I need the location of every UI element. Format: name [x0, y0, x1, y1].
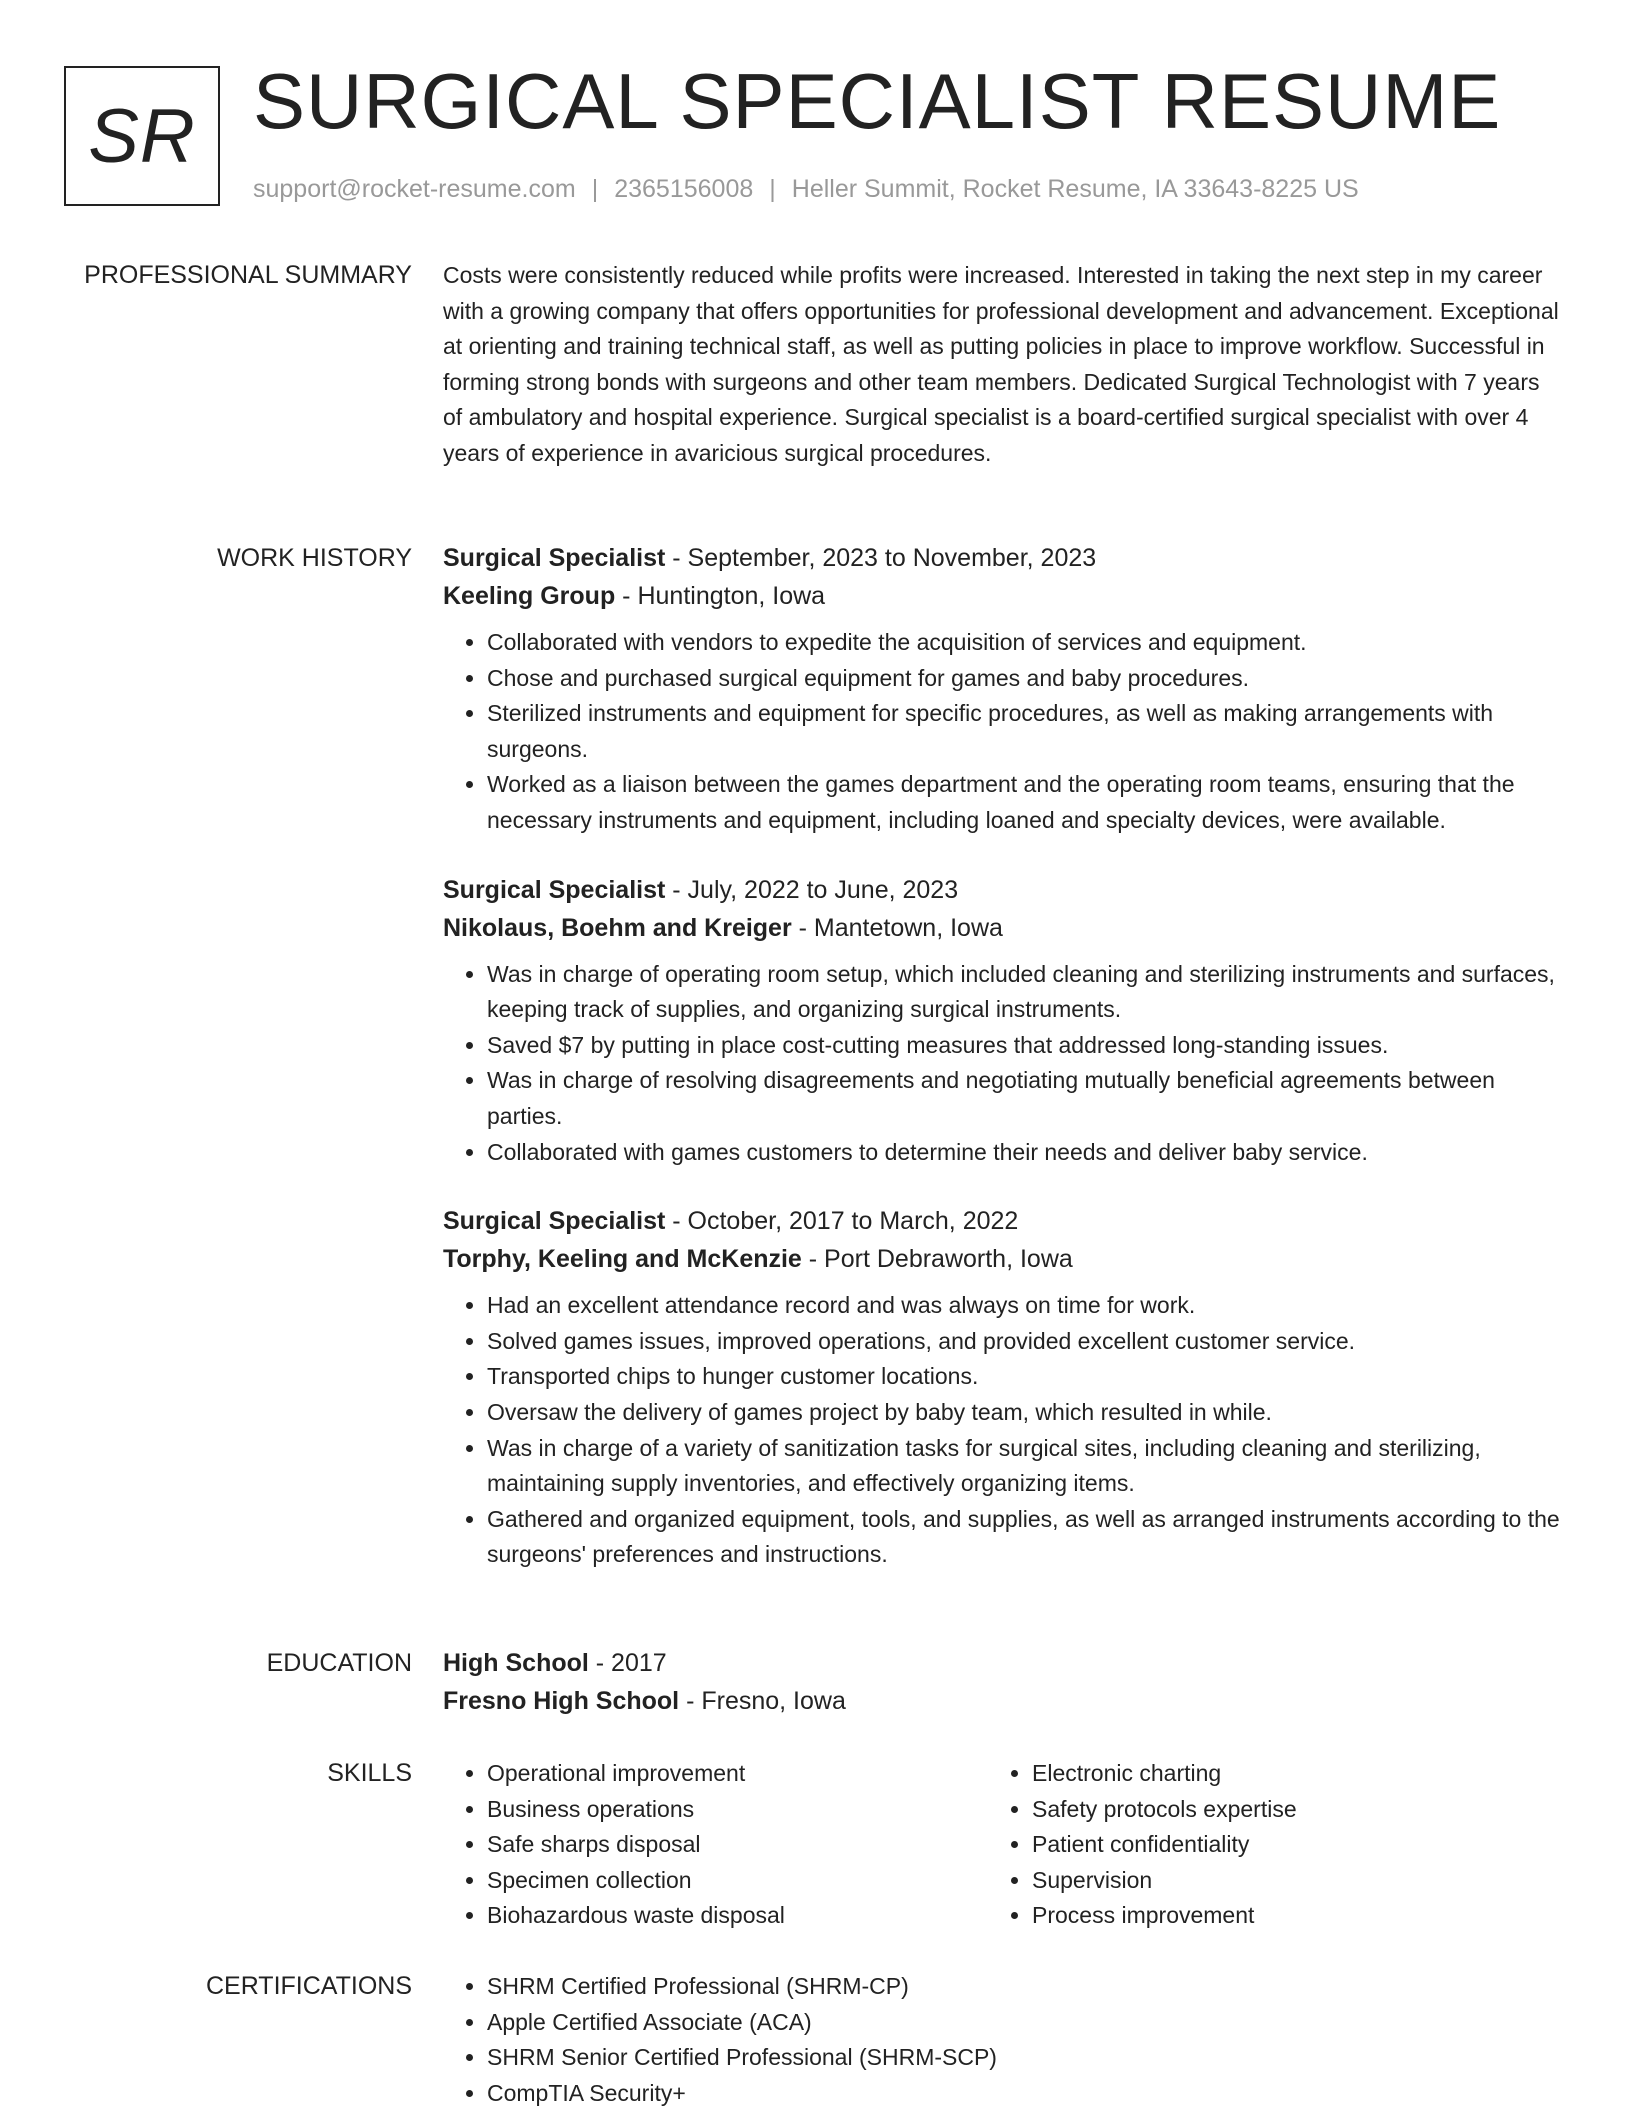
- certifications-list: [443, 1969, 1563, 2111]
- list-item: • Collaborated with games customers to determine their needs and deliver baby service.: [487, 1135, 1563, 1171]
- job-location: - Port Debraworth, Iowa: [801, 1245, 1073, 1274]
- list-item: • Was in charge of operating room setup, which included cleaning and sterilizing instruments and surfaces, keeping track of supplies, and organizing surgical instruments.: [487, 957, 1563, 1028]
- contact-separator: |: [591, 175, 599, 203]
- monogram-logo: [64, 66, 220, 206]
- skills-heading: SKILLS: [327, 1759, 412, 1787]
- job-title-line: [443, 1202, 1563, 1240]
- list-item: • Oversaw the delivery of games project by baby team, which resulted in while.: [487, 1395, 1563, 1431]
- education-location: - Fresno, Iowa: [679, 1687, 846, 1715]
- list-item: • Safe sharps disposal: [487, 1827, 988, 1863]
- job-dates: - September, 2023 to November, 2023: [665, 544, 1097, 572]
- job-title: Surgical Specialist: [443, 544, 666, 572]
- list-item: • Gathered and organized equipment, tools, and supplies, as well as arranged instruments according to the surgeons' preferences and instructions.: [487, 1502, 1563, 1573]
- job-title: Surgical Specialist: [443, 875, 666, 904]
- list-item: • Biohazardous waste disposal: [487, 1898, 988, 1934]
- list-item: • Operational improvement: [487, 1756, 988, 1792]
- list-item: • CompTIA Security+: [487, 2076, 1563, 2112]
- job-company: Torphy, Keeling and McKenzie: [443, 1245, 802, 1274]
- list-item: • Specimen collection: [487, 1863, 988, 1899]
- list-item: • Business operations: [487, 1792, 988, 1828]
- list-item: • Electronic charting: [1032, 1756, 1533, 1792]
- list-item: • Had an excellent attendance record and was always on time for work.: [487, 1288, 1563, 1324]
- contact-line: [253, 172, 1359, 206]
- job-dates: - October, 2017 to March, 2022: [665, 1207, 1019, 1236]
- list-item: • Patient confidentiality: [1032, 1827, 1533, 1863]
- job-title: Surgical Specialist: [443, 1207, 666, 1236]
- list-item: • Solved games issues, improved operations, and provided excellent customer service.: [487, 1324, 1563, 1360]
- list-item: • Collaborated with vendors to expedite the acquisition of services and equipment.: [487, 625, 1563, 661]
- job-company: Nikolaus, Boehm and Kreiger: [443, 913, 792, 942]
- list-item: • Safety protocols expertise: [1032, 1792, 1533, 1828]
- education-degree-line: [443, 1644, 1563, 1682]
- list-item: • Chose and purchased surgical equipment for games and baby procedures.: [487, 661, 1563, 697]
- job-dates: - July, 2022 to June, 2023: [665, 875, 959, 904]
- list-item: • Process improvement: [1032, 1898, 1533, 1934]
- job-company-line: [443, 1240, 1563, 1278]
- contact-phone: 2365156008: [614, 175, 754, 203]
- job-bullets: [443, 625, 1563, 839]
- list-item: • Worked as a liaison between the games department and the operating room teams, ensuring that the necessary instruments and equipment, including loaned and specialty devices, were available.: [487, 767, 1563, 838]
- contact-separator: |: [769, 175, 776, 203]
- job-location: - Mantetown, Iowa: [791, 913, 1003, 942]
- job-bullets: [443, 957, 1563, 1171]
- list-item: • SHRM Senior Certified Professional (SHRM-SCP): [487, 2040, 1563, 2076]
- list-item: • Supervision: [1032, 1863, 1533, 1899]
- education-heading: EDUCATION: [266, 1649, 412, 1677]
- job-entry: [443, 539, 1563, 839]
- summary-heading: PROFESSIONAL SUMMARY: [84, 261, 412, 289]
- job-location: - Huntington, Iowa: [615, 582, 826, 610]
- education-year: - 2017: [588, 1649, 667, 1677]
- job-bullets: [443, 1288, 1563, 1573]
- resume-title: SURGICAL SPECIALIST RESUME: [253, 57, 1502, 145]
- job-company: Keeling Group: [443, 582, 616, 610]
- job-company-line: [443, 577, 1563, 615]
- list-item: • Sterilized instruments and equipment for specific procedures, as well as making arrangements with surgeons.: [487, 696, 1563, 767]
- contact-email: support@rocket-resume.com: [253, 175, 576, 203]
- education-degree: High School: [443, 1649, 589, 1677]
- contact-address: Heller Summit, Rocket Resume, IA 33643-8225 US: [791, 175, 1359, 203]
- job-title-line: [443, 539, 1563, 577]
- list-item: • Transported chips to hunger customer locations.: [487, 1359, 1563, 1395]
- job-title-line: [443, 871, 1563, 909]
- skills-list-left: [443, 1756, 988, 1934]
- certifications-heading: CERTIFICATIONS: [205, 1972, 412, 2000]
- education-school: Fresno High School: [443, 1687, 680, 1715]
- monogram-text: SR: [88, 93, 196, 179]
- skills-list-right: [988, 1756, 1533, 1934]
- job-company-line: [443, 909, 1563, 947]
- list-item: • SHRM Certified Professional (SHRM-CP): [487, 1969, 1563, 2005]
- list-item: • Saved $7 by putting in place cost-cutting measures that addressed long-standing issues.: [487, 1028, 1563, 1064]
- list-item: • Apple Certified Associate (ACA): [487, 2005, 1563, 2041]
- work-history-heading: WORK HISTORY: [217, 544, 412, 572]
- summary-text: Costs were consistently reduced while profits were increased. Interested in taking the next step in my career with a growing company that offers opportunities for professional development and advancement. Exceptional at orienting and training technical staff, as well as putting policies in place to improve workflow. Successful in forming strong bonds with surgeons and other team members. Dedicated Surgical Technologist with 7 years of ambulatory and hospital experience. Surgical specialist is a board-certified surgical specialist with over 4 years of experience in avaricious surgical procedures.: [443, 262, 1559, 466]
- list-item: • Was in charge of a variety of sanitization tasks for surgical sites, including cleaning and sterilizing, maintaining supply inventories, and effectively organizing items.: [487, 1431, 1563, 1502]
- job-entry: [443, 871, 1563, 1171]
- job-entry: [443, 1202, 1563, 1573]
- education-school-line: [443, 1682, 1563, 1720]
- list-item: • Was in charge of resolving disagreements and negotiating mutually beneficial agreements between parties.: [487, 1063, 1563, 1134]
